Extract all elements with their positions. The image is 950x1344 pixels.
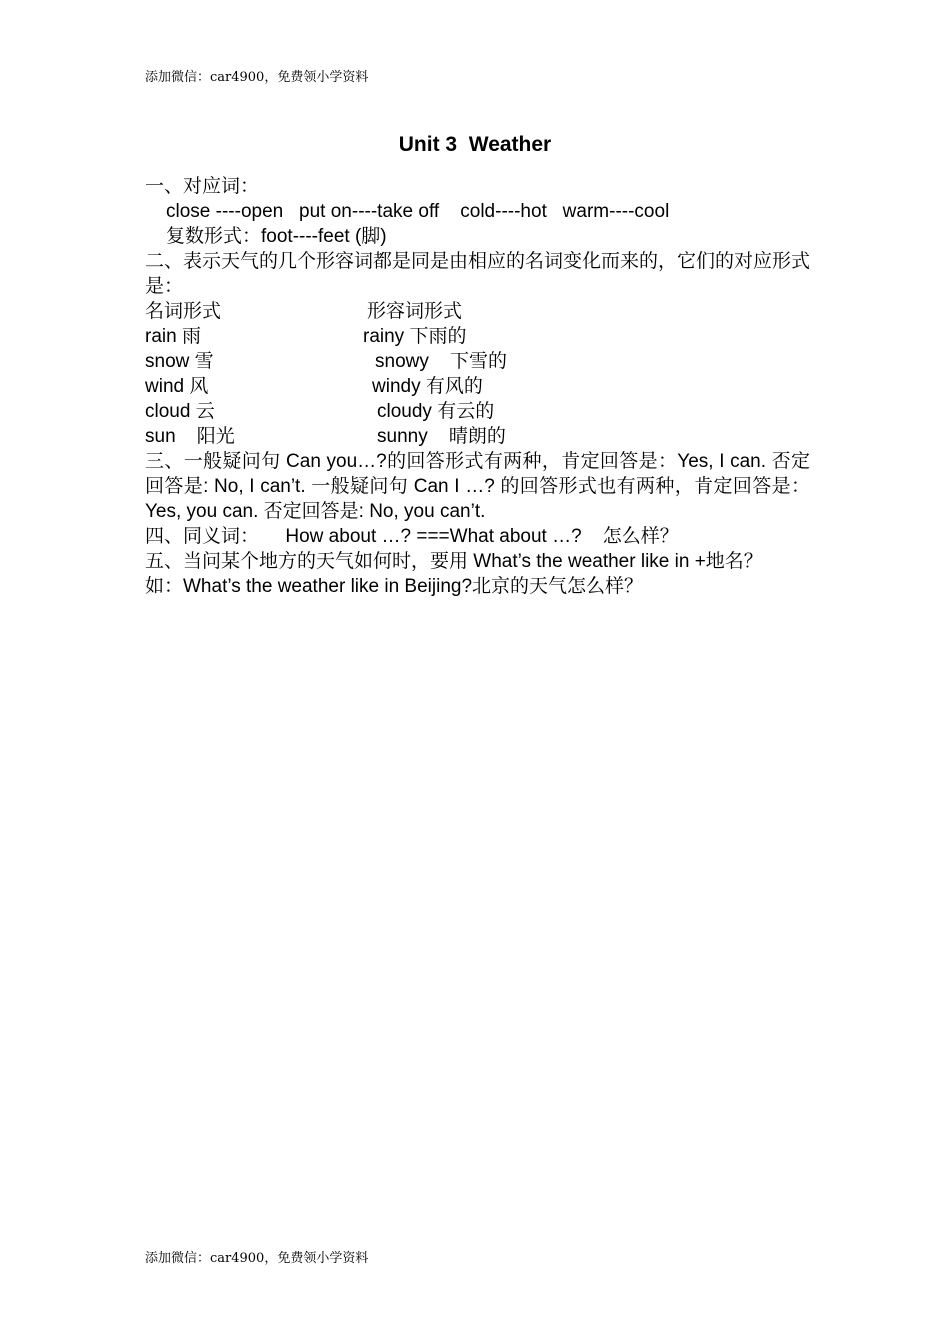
adj-cell: windy 有风的: [372, 376, 483, 397]
word-row: [145, 399, 810, 424]
word-row: [145, 374, 810, 399]
noun-cell: rain 雨: [145, 326, 201, 347]
col-noun-header: 名词形式: [145, 301, 222, 322]
page-title: Unit 3 Weather: [398, 133, 552, 156]
section5-example: 如：What’s the weather like in Beijing?北京的天气怎么样？: [145, 576, 644, 597]
section1-plural: 复数形式：foot----feet (脚): [166, 226, 387, 247]
noun-cell: wind 风: [145, 376, 209, 397]
section1-pairs: close ----open put on----take off cold----hot warm----cool: [166, 201, 670, 222]
adj-cell: cloudy 有云的: [377, 401, 495, 422]
footer-note: 添加微信：car4900，免费领小学资料: [145, 1251, 369, 1266]
adj-cell: sunny 晴朗的: [377, 426, 506, 447]
section2-heading: 二、表示天气的几个形容词都是同是由相应的名词变化而来的，它们的对应形式是：: [145, 251, 811, 297]
section4-text: 四、同义词： How about …? ===What about …? 怎么样？: [145, 526, 679, 547]
word-row: [145, 349, 810, 374]
adj-cell: rainy 下雨的: [363, 326, 467, 347]
word-table-header: [145, 299, 810, 324]
section1-heading: 一、对应词：: [145, 176, 260, 197]
word-row: [145, 324, 810, 349]
noun-cell: cloud 云: [145, 401, 215, 422]
noun-cell: sun 阳光: [145, 426, 235, 447]
header-note: 添加微信：car4900，免费领小学资料: [145, 70, 369, 85]
section5-text: 五、当问某个地方的天气如何时，要用 What’s the weather like in +地名？: [145, 551, 763, 572]
noun-cell: snow 雪: [145, 351, 214, 372]
col-adj-header: 形容词形式: [367, 301, 463, 322]
word-row: [145, 424, 810, 449]
section3-text: 三、一般疑问句 Can you…?的回答形式有两种，肯定回答是：Yes, I can. 否定回答是: No, I can’t. 一般疑问句 Can I …? 的回答形式也有两种，肯定回答是：Yes, you can. 否定回答是: No, you can’t.: [145, 451, 810, 522]
document-body: [145, 174, 810, 599]
adj-cell: snowy 下雪的: [375, 351, 507, 372]
